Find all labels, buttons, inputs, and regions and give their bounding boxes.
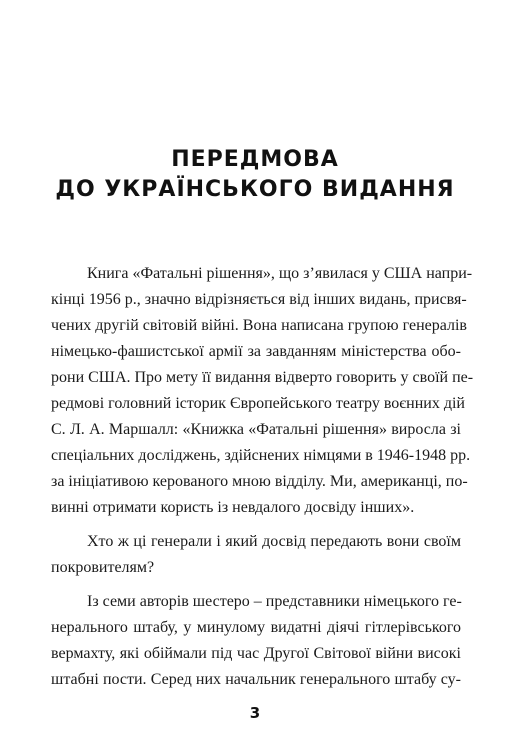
paragraph-1-line: за ініціативою керованого мною відділу. Ми, американці, по- bbox=[51, 473, 468, 490]
paragraph-3-line: штабні пости. Серед них начальник генерального штабу су- bbox=[51, 671, 461, 688]
page-number: 3 bbox=[249, 704, 261, 722]
chapter-title-line-2: ДО УКРАЇНСЬКОГО ВИДАННЯ bbox=[55, 177, 455, 202]
paragraph-1-line: рони США. Про мету її видання відверто говорить у своїй пе- bbox=[51, 369, 474, 386]
paragraph-2-line: Хто ж ці генерали і який досвід передають вони своїм bbox=[87, 533, 461, 550]
paragraph-3-line: вермахту, які обіймали під час Другої Світової війни високі bbox=[51, 645, 461, 662]
paragraph-1-line: Книга «Фатальні рішення», що з’явилася у США напри- bbox=[87, 265, 473, 282]
paragraph-3-line: нерального штабу, у минулому видатні діячі гітлерівського bbox=[51, 619, 461, 636]
paragraph-1-line: редмові головний історик Європейського театру воєнних дій bbox=[51, 395, 465, 412]
chapter-title-line-1: ПЕРЕДМОВА bbox=[171, 147, 339, 172]
paragraph-1-line: спеціальних досліджень, здійснених німцями в 1946-1948 рр. bbox=[51, 447, 471, 464]
paragraph-1-line: кінці 1956 р., значно відрізняється від інших видань, присвя- bbox=[51, 291, 467, 308]
paragraph-1-line: С. Л. А. Маршалл: «Книжка «Фатальні рішення» виросла зі bbox=[51, 421, 461, 438]
paragraph-1-line: винні отримати користь із невдалого досвіду інших». bbox=[51, 499, 415, 516]
paragraph-1-line: чених другій світовій війні. Вона написана групою генералів bbox=[51, 317, 467, 334]
paragraph-1-line: німецько-фашистської армії за завданням міністерства обо- bbox=[51, 343, 461, 360]
paragraph-3-line: Із семи авторів шестеро – представники німецького ге- bbox=[87, 593, 462, 610]
paragraph-2-line: покровителям? bbox=[51, 559, 155, 576]
